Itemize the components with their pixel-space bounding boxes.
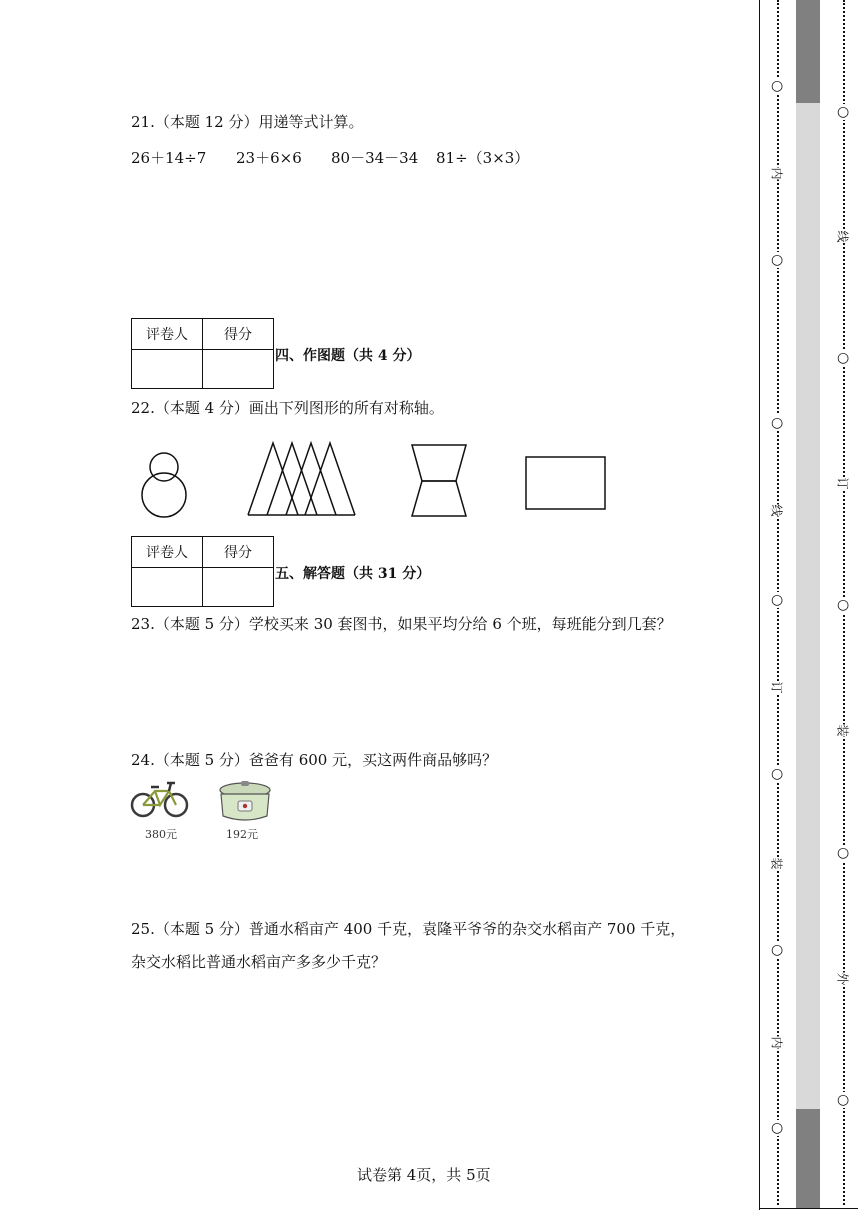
bicycle-icon <box>129 777 191 821</box>
inner-label-xian: 线 <box>769 504 784 517</box>
page-number-footer: 试卷第 4页，共 5页 <box>357 1166 491 1184</box>
q21-expr-1: 26＋14÷7 <box>131 149 207 167</box>
margin-circle: ○ <box>837 845 850 861</box>
overlapping-triangles-shape <box>248 443 355 515</box>
margin-circle: ○ <box>771 766 784 782</box>
score-cell[interactable] <box>203 350 274 389</box>
q22-figures <box>125 435 625 525</box>
q21-expr-4: 81÷（3×3） <box>436 149 530 167</box>
margin-circle: ○ <box>771 415 784 431</box>
q21-expr-2: 23＋6×6 <box>236 149 302 167</box>
margin-circle: ○ <box>771 1120 784 1136</box>
section5-title: 五、解答题（共 31 分） <box>275 566 431 582</box>
inner-label-nei-bottom: 内 <box>769 1036 784 1049</box>
figure-eight-shape <box>142 453 186 517</box>
margin-border-left <box>759 0 760 1210</box>
inner-label-zhuang: 装 <box>769 857 784 870</box>
q22-heading: 22.（本题 4 分）画出下列图形的所有对称轴。 <box>131 399 444 417</box>
section4-title: 四、作图题（共 4 分） <box>275 348 421 364</box>
margin-border-bottom <box>759 1208 858 1209</box>
reviewer-cell[interactable] <box>132 568 203 607</box>
margin-circle: ○ <box>771 942 784 958</box>
q21-heading: 21.（本题 12 分）用递等式计算。 <box>131 113 364 131</box>
margin-circle: ○ <box>837 1092 850 1108</box>
hourglass-shape <box>412 445 466 516</box>
score-cell[interactable] <box>203 568 274 607</box>
outer-label-ding: 订 <box>835 477 850 490</box>
inner-label-ding: 订 <box>769 681 784 694</box>
margin-circle: ○ <box>837 597 850 613</box>
rectangle-shape <box>526 457 605 509</box>
bicycle-price: 380元 <box>145 828 177 841</box>
q24-text: 24.（本题 5 分）爸爸有 600 元，买这两件商品够吗？ <box>131 751 498 769</box>
inner-label-nei-top: 内 <box>769 167 784 180</box>
margin-band-bottom <box>796 1109 820 1208</box>
margin-circle: ○ <box>837 104 850 120</box>
score-label: 得分 <box>203 319 274 350</box>
margin-circle: ○ <box>771 252 784 268</box>
q25-line1: 25.（本题 5 分）普通水稻亩产 400 千克，袁隆平爷爷的杂交水稻亩产 700 千克， <box>131 920 686 938</box>
q23-text: 23.（本题 5 分）学校买来 30 套图书，如果平均分给 6 个班，每班能分到几套？ <box>131 615 672 633</box>
score-table-section4 <box>131 318 274 389</box>
score-table-section5 <box>131 536 274 607</box>
binding-margin <box>759 0 860 1216</box>
score-label: 得分 <box>203 537 274 568</box>
q25-line2: 杂交水稻比普通水稻亩产多多少千克？ <box>131 953 387 971</box>
rice-cooker-icon <box>214 780 276 824</box>
rice-cooker-price: 192元 <box>226 828 258 841</box>
margin-circle: ○ <box>771 592 784 608</box>
outer-label-xian: 线 <box>835 230 850 243</box>
margin-circle: ○ <box>771 78 784 94</box>
outer-label-wai: 外 <box>835 972 850 985</box>
reviewer-label: 评卷人 <box>132 537 203 568</box>
margin-circle: ○ <box>837 350 850 366</box>
q21-expr-3: 80－34－34 <box>331 149 419 167</box>
reviewer-label: 评卷人 <box>132 319 203 350</box>
reviewer-cell[interactable] <box>132 350 203 389</box>
margin-band <box>796 103 820 1109</box>
margin-band-top <box>796 0 820 103</box>
outer-label-zhuang: 装 <box>835 724 850 737</box>
